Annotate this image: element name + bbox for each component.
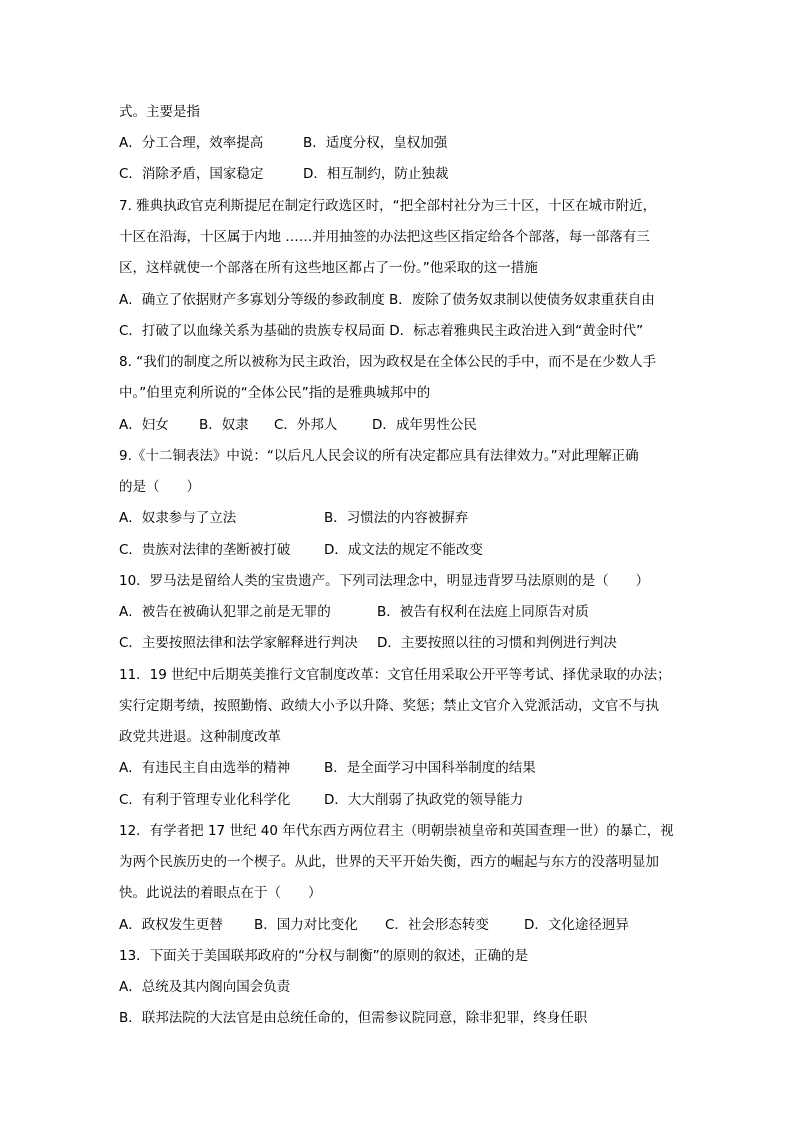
q8-options-row	[119, 413, 679, 437]
q7-stem-line-1: 7. 雅典执政官克利斯提尼在制定行政选区时，“把全部村社分为三十区，十区在城市附近，	[119, 198, 657, 214]
q11-option-c: C．有利于管理专业化科学化	[119, 792, 291, 808]
q8-stem-line-1: 8. “我们的制度之所以被称为民主政治，因为政权是在全体公民的手中，而不是在少数人手	[119, 354, 657, 370]
q11-options-row-2	[119, 788, 679, 812]
q11-stem-line-1: 11．19 世纪中后期英美推行文官制度改革：文官任用采取公开平等考试、择优录取的办法；	[119, 667, 671, 683]
q12-stem-line-2: 为两个民族历史的一个楔子。从此，世界的天平开始失衡，西方的崛起与东方的没落明显加	[119, 854, 659, 870]
q10-option-c: C．主要按照法律和法学家解释进行判决	[119, 635, 358, 651]
q12-stem-line-1: 12．有学者把 17 世纪 40 年代东西方两位君主（明朝崇祯皇帝和英国查理一世）的暴亡，视	[119, 823, 674, 839]
q11-option-a: A．有违民主自由选举的精神	[119, 760, 291, 776]
q10-option-a: A．被告在被确认犯罪之前是无罪的	[119, 604, 331, 620]
q12-option-c: C．社会形态转变	[385, 917, 489, 933]
q8-option-a: A．妇女	[119, 417, 169, 433]
q11-option-b: B．是全面学习中国科举制度的结果	[324, 760, 536, 776]
q6-stem-continuation: 式。主要是指	[119, 104, 200, 120]
q13-stem: 13．下面关于美国联邦政府的“分权与制衡”的原则的叙述，正确的是	[119, 948, 529, 964]
q10-option-b: B．被告有权利在法庭上同原告对质	[377, 604, 589, 620]
q10-option-d: D．主要按照以往的习惯和判例进行判决	[377, 635, 617, 651]
q9-options-row-2	[119, 538, 679, 562]
q12-option-b: B．国力对比变化	[254, 917, 358, 933]
q8-option-c: C．外邦人	[274, 417, 338, 433]
q7-options-ab: A．确立了依据财产多寡划分等级的参政制度 B．废除了债务奴隶制以使债务奴隶重获自由	[119, 292, 655, 308]
q10-stem: 10．罗马法是留给人类的宝贵遗产。下列司法理念中，明显违背罗马法原则的是（ ）	[119, 573, 650, 589]
q7-options-cd: C．打破了以血缘关系为基础的贵族专权局面 D．标志着雅典民主政治进入到“黄金时代”	[119, 323, 644, 339]
q9-option-d: D．成文法的规定不能改变	[324, 542, 483, 558]
q12-stem-line-3: 快。此说法的着眼点在于（ ）	[119, 885, 322, 901]
q12-option-a: A．政权发生更替	[119, 917, 223, 933]
q8-stem-line-2: 中。”伯里克利所说的“全体公民”指的是雅典城邦中的	[119, 385, 431, 401]
q10-options-row-2	[119, 631, 679, 655]
q8-option-b: B．奴隶	[199, 417, 249, 433]
q6-options-row-1	[119, 131, 679, 155]
q11-option-d: D．大大削弱了执政党的领导能力	[324, 792, 524, 808]
q9-stem-line-1: 9.《十二铜表法》中说：“以后凡人民会议的所有决定都应具有法律效力。”对此理解正确	[119, 448, 639, 464]
q12-options-row	[119, 913, 679, 937]
q13-option-b: B．联邦法院的大法官是由总统任命的，但需参议院同意，除非犯罪，终身任职	[119, 1010, 588, 1026]
q6-option-d: D．相互制约，防止独裁	[303, 166, 449, 182]
q7-stem-line-3: 区，这样就使一个部落在所有这些地区都占了一份。”他采取的这一措施	[119, 260, 538, 276]
q9-option-c: C．贵族对法律的垄断被打破	[119, 542, 291, 558]
q11-stem-line-3: 政党共进退。这种制度改革	[119, 729, 281, 745]
q11-options-row-1	[119, 756, 679, 780]
q6-option-c: C．消除矛盾，国家稳定	[119, 166, 264, 182]
q9-option-a: A．奴隶参与了立法	[119, 510, 237, 526]
q10-options-row-1	[119, 600, 679, 624]
q9-stem-line-2: 的是（ ）	[119, 479, 200, 495]
q6-options-row-2	[119, 162, 679, 186]
q13-option-a: A．总统及其内阁向国会负责	[119, 979, 291, 995]
q11-stem-line-2: 实行定期考绩，按照勤惰、政绩大小予以升降、奖惩；禁止文官介入党派活动，文官不与执	[119, 698, 659, 714]
q8-option-d: D．成年男性公民	[372, 417, 477, 433]
q9-option-b: B．习惯法的内容被摒弃	[324, 510, 469, 526]
q12-option-d: D．文化途径迥异	[524, 917, 629, 933]
q6-option-b: B．适度分权，皇权加强	[303, 135, 448, 151]
q9-options-row-1	[119, 506, 679, 530]
q7-stem-line-2: 十区在沿海，十区属于内地 ……并用抽签的办法把这些区指定给各个部落，每一部落有三	[119, 229, 650, 245]
q6-option-a: A．分工合理，效率提高	[119, 135, 264, 151]
